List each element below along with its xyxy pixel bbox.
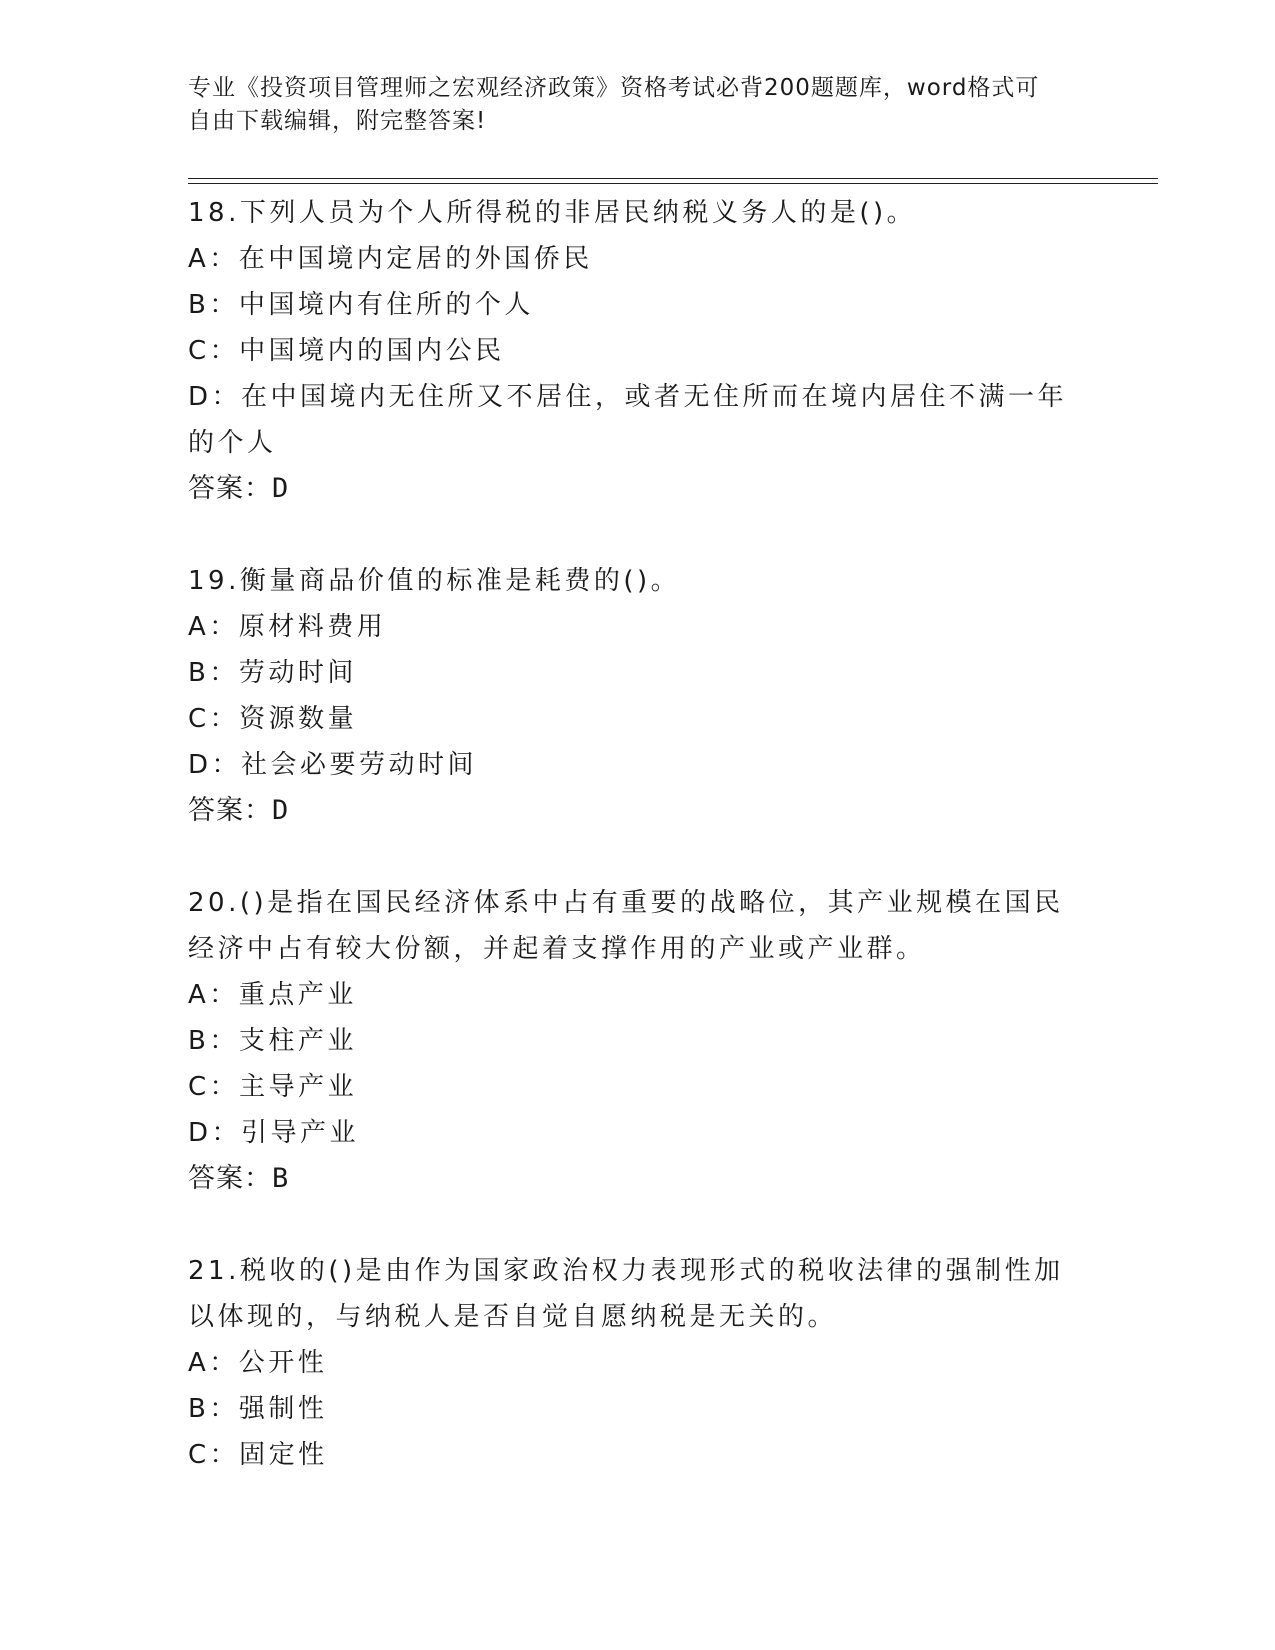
question-21 (188, 1248, 1078, 1478)
question-list (188, 190, 1078, 1478)
answer-value: B (272, 1163, 290, 1194)
option-a: A：公开性 (188, 1348, 328, 1378)
header-divider-bottom (188, 183, 1158, 184)
question-stem: 20.()是指在国民经济体系中占有重要的战略位，其产业规模在国民经济中占有较大份额，并起着支撑作用的产业或产业群。 (188, 888, 1064, 964)
option-d: D：社会必要劳动时间 (188, 750, 478, 780)
answer-value: D (272, 795, 290, 826)
header-divider-top (188, 178, 1158, 179)
question-stem: 19.衡量商品价值的标准是耗费的()。 (188, 566, 681, 596)
answer-value: D (272, 473, 290, 504)
answer-line (188, 466, 1078, 512)
option-b: B：强制性 (188, 1394, 328, 1424)
option-a: A：重点产业 (188, 980, 357, 1010)
question-20 (188, 880, 1078, 1202)
option-c: C：主导产业 (188, 1072, 358, 1102)
option-a: A：在中国境内定居的外国侨民 (188, 244, 593, 274)
option-c: C：固定性 (188, 1440, 328, 1470)
question-19 (188, 558, 1078, 834)
option-c: C：中国境内的国内公民 (188, 336, 505, 366)
option-b: B：劳动时间 (188, 658, 357, 688)
answer-line (188, 788, 1078, 834)
spacer (188, 834, 1078, 880)
answer-line (188, 1156, 1078, 1202)
answer-label: 答案： (188, 473, 272, 504)
question-stem: 21.税收的()是由作为国家政治权力表现形式的税收法律的强制性加以体现的，与纳税人是否自觉自愿纳税是无关的。 (188, 1256, 1064, 1332)
answer-label: 答案： (188, 795, 272, 826)
option-d: D：在中国境内无住所又不居住，或者无住所而在境内居住不满一年的个人 (188, 382, 1068, 458)
option-b: B：支柱产业 (188, 1026, 357, 1056)
spacer (188, 1202, 1078, 1248)
option-b: B：中国境内有住所的个人 (188, 290, 534, 320)
question-18 (188, 190, 1078, 512)
option-d: D：引导产业 (188, 1118, 360, 1148)
answer-label: 答案： (188, 1163, 272, 1194)
header-title-line-1: 专业《投资项目管理师之宏观经济政策》资格考试必背200题题库，word格式可 (188, 75, 1040, 101)
option-a: A：原材料费用 (188, 612, 387, 642)
header-title-line-2: 自由下载编辑，附完整答案! (188, 108, 487, 134)
option-c: C：资源数量 (188, 704, 358, 734)
spacer (188, 512, 1078, 558)
question-stem: 18.下列人员为个人所得税的非居民纳税义务人的是()。 (188, 198, 917, 228)
document-header (188, 72, 1068, 138)
